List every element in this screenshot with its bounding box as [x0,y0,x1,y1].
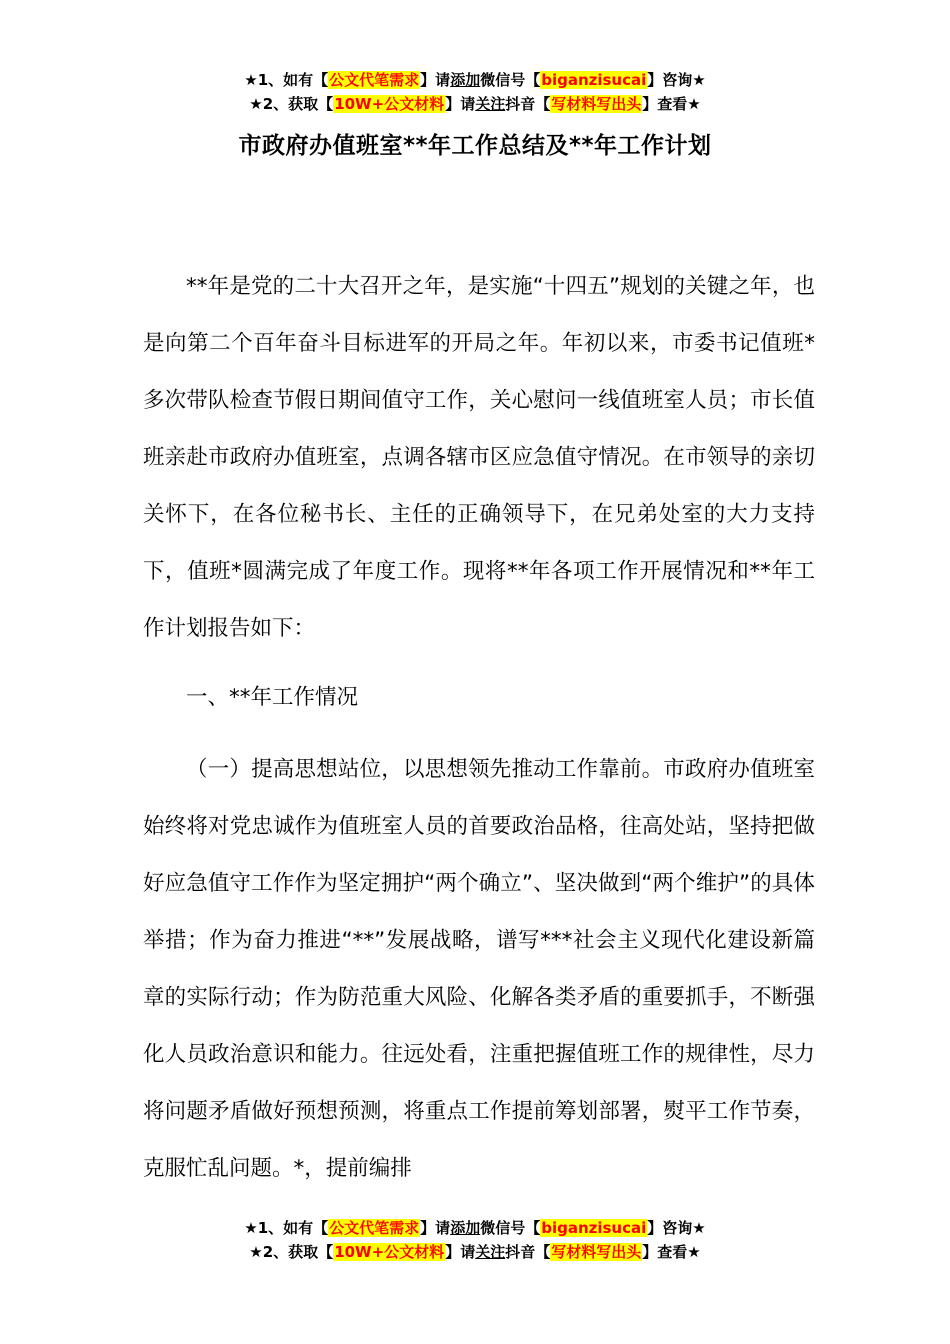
promo-highlight: 10W+公文材料 [334,95,445,113]
wechat-id-highlight: biganzisucai [541,71,647,89]
document-title: 市政府办值班室**年工作总结及**年工作计划 [238,133,712,159]
promo-line-2 [0,92,950,116]
promo-emphasis: 添加 [450,71,481,89]
promo-highlight: 公文代笔需求 [329,1219,420,1237]
promo-text: 】请 [420,71,451,89]
promo-line-2 [0,1240,950,1264]
promo-text: 抖音【 [505,1243,551,1261]
paragraph-section-1: （一）提高思想站位，以思想领先推动工作靠前。市政府办值班室始终将对党忠诚作为值班室人员的首要政治品格，往高处站，坚持把做好应急值守工作作为坚定拥护“两个确立”、坚决做到“两个维护”的具体举措；作为奋力推进“**”发展战略，谱写***社会主义现代化建设新篇章的实际行动；作为防范重大风险、化解各类矛盾的重要抓手，不断强化人员政治意识和能力。往远处看，注重把握值班工作的规律性，尽力将问题矛盾做好预想预测，将重点工作提前筹划部署，熨平工作节奏，克服忙乱问题。*，提前编排 [143,757,815,1181]
promo-text: 1、如有【 [257,1219,329,1237]
wechat-id-highlight: biganzisucai [541,1219,647,1237]
section-heading: 一、**年工作情况 [186,685,359,710]
promo-header [0,68,950,116]
promo-text: 】请 [445,1243,476,1261]
promo-text: 】请 [420,1219,451,1237]
star-icon: ★ [249,95,263,113]
promo-text: 抖音【 [505,95,551,113]
promo-text: 微信号【 [480,1219,541,1237]
star-icon: ★ [249,1243,263,1261]
promo-highlight: 10W+公文材料 [334,1243,445,1261]
star-icon: ★ [244,71,258,89]
promo-text: 】查看★ [642,1243,701,1261]
douyin-id-highlight: 写材料写出头 [551,95,642,113]
promo-emphasis: 添加 [450,1219,481,1237]
promo-emphasis: 关注 [475,1243,506,1261]
promo-text: 】请 [445,95,476,113]
promo-text: 】查看★ [642,95,701,113]
promo-text: 微信号【 [480,71,541,89]
douyin-id-highlight: 写材料写出头 [551,1243,642,1261]
paragraph-intro: **年是党的二十大召开之年，是实施“十四五”规划的关键之年，也是向第二个百年奋斗目标进军的开局之年。年初以来，市委书记值班*多次带队检查节假日期间值守工作，关心慰问一线值班室人员；市长值班亲赴市政府办值班室，点调各辖市区应急值守情况。在市领导的亲切关怀下，在各位秘书长、主任的正确领导下，在兄弟处室的大力支持下，值班*圆满完成了年度工作。现将**年各项工作开展情况和**年工作计划报告如下： [143,274,815,641]
star-icon: ★ [244,1219,258,1237]
promo-text: 】咨询★ [647,71,706,89]
promo-footer [0,1216,950,1264]
promo-highlight: 公文代笔需求 [329,71,420,89]
promo-line-1 [0,68,950,92]
promo-text: 1、如有【 [257,71,329,89]
promo-emphasis: 关注 [475,95,506,113]
promo-line-1 [0,1216,950,1240]
promo-text: 】咨询★ [647,1219,706,1237]
promo-text: 2、获取【 [262,95,334,113]
promo-text: 2、获取【 [262,1243,334,1261]
